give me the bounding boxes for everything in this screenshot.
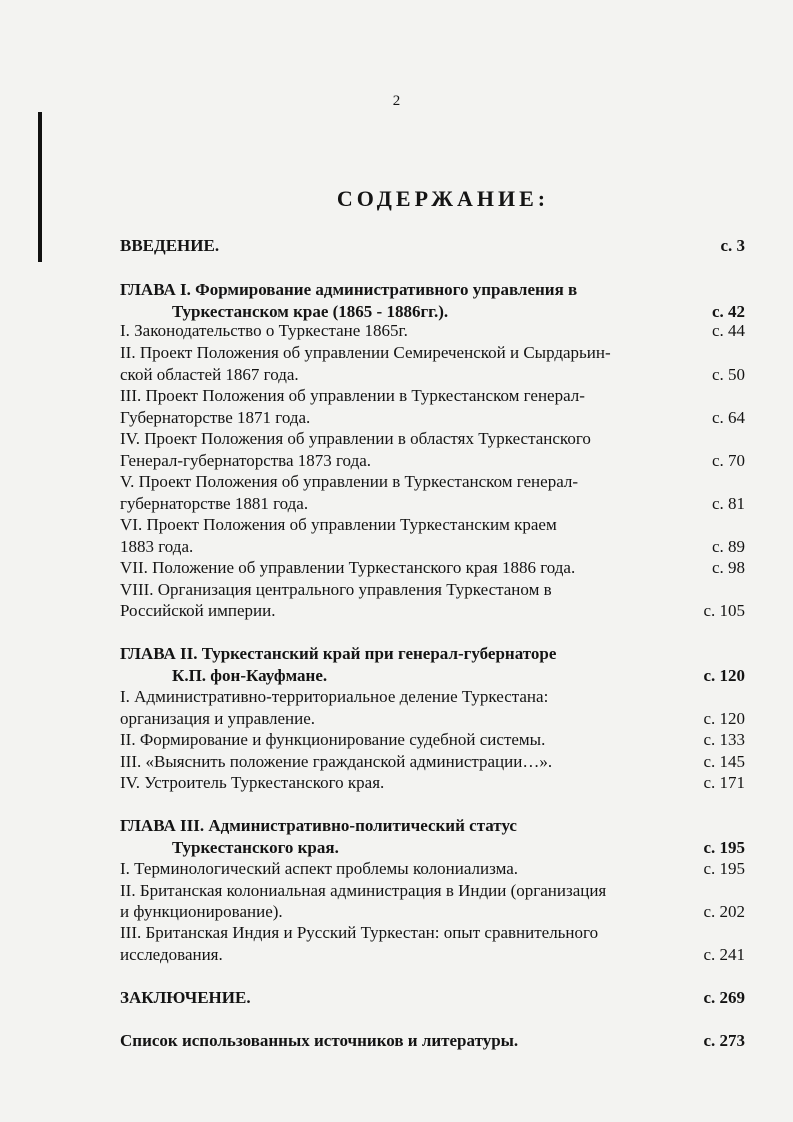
toc-entry-page: с. 145: [703, 752, 745, 771]
toc-entry-page: с. 273: [703, 1031, 745, 1050]
toc-entry-label: III. Проект Положения об управлении в Туркестанском генерал-: [120, 386, 585, 405]
chapter-heading-text: К.П. фон-Кауфмане.: [172, 666, 328, 685]
toc-entry-page: с. 98: [711, 558, 745, 577]
chapter-2-heading[interactable]: [120, 643, 745, 665]
toc-entry-page: с. 3: [720, 236, 745, 255]
toc-entry-page: с. 50: [711, 365, 745, 384]
toc-entry-page: с. 105: [703, 601, 745, 620]
toc-entry-label: IV. Проект Положения об управлении в областях Туркестанского: [120, 429, 591, 448]
toc-entry-page: с. 42: [711, 302, 745, 321]
toc-entry-page: с. 64: [711, 408, 745, 427]
toc-entry-1-4[interactable]: [120, 428, 745, 450]
toc-entry-page: с. 171: [703, 773, 745, 792]
toc-entry-conclusion[interactable]: [120, 987, 745, 1009]
toc-entry-1-8-cont[interactable]: [120, 600, 745, 622]
toc-entry-page: с. 269: [703, 988, 745, 1007]
toc-entry-page: с. 241: [703, 945, 745, 964]
toc-entry-3-3[interactable]: [120, 922, 745, 944]
toc-entry-label: IV. Устроитель Туркестанского края.: [120, 773, 385, 792]
toc-entry-1-7[interactable]: [120, 557, 745, 579]
toc-entry-2-1[interactable]: [120, 686, 745, 708]
toc-entry-page: с. 202: [703, 902, 745, 921]
toc-entry-label: V. Проект Положения об управлении в Туркестанском генерал-: [120, 472, 579, 491]
toc-entry-3-3-cont[interactable]: [120, 944, 745, 966]
toc-entry-page: с. 81: [711, 494, 745, 513]
toc-entry-1-6-cont[interactable]: [120, 536, 745, 558]
chapter-heading-text: ГЛАВА II. Туркестанский край при генерал-губернаторе: [120, 644, 557, 663]
toc-entry-label: и функционирование).: [120, 902, 283, 921]
toc-entry-label: VI. Проект Положения об управлении Туркестанским краем: [120, 515, 557, 534]
toc-entry-3-1[interactable]: [120, 858, 745, 880]
toc-entry-label: VII. Положение об управлении Туркестанского края 1886 года.: [120, 558, 576, 577]
toc-entry-label: II. Проект Положения об управлении Семиреченской и Сырдарьин-: [120, 343, 611, 362]
chapter-heading-text: ГЛАВА III. Административно-политический статус: [120, 816, 517, 835]
toc-entry-label: Губернаторстве 1871 года.: [120, 408, 311, 427]
toc-entry-1-3[interactable]: [120, 385, 745, 407]
chapter-1-heading[interactable]: [120, 279, 745, 301]
toc-entry-page: с. 195: [703, 859, 745, 878]
toc-entry-label: губернаторстве 1881 года.: [120, 494, 309, 513]
toc-entry-label: Российской империи.: [120, 601, 276, 620]
toc-entry-label: ВВЕДЕНИЕ.: [120, 236, 220, 255]
toc-entry-1-2[interactable]: [120, 342, 745, 364]
toc-entry-page: с. 195: [703, 838, 745, 857]
toc-entry-label: II. Формирование и функционирование судебной системы.: [120, 730, 546, 749]
toc-entry-sources[interactable]: [120, 1030, 745, 1052]
toc-entry-label: ЗАКЛЮЧЕНИЕ.: [120, 988, 251, 1007]
chapter-3-heading-cont[interactable]: [120, 837, 745, 859]
chapter-2-heading-cont[interactable]: [120, 665, 745, 687]
toc-entry-1-8[interactable]: [120, 579, 745, 601]
chapter-heading-text: ГЛАВА I. Формирование административного управления в: [120, 280, 578, 299]
toc-entry-page: с. 70: [711, 451, 745, 470]
toc-entry-label: организация и управление.: [120, 709, 316, 728]
chapter-heading-text: Туркестанском крае (1865 - 1886гг.).: [172, 302, 449, 321]
toc-entry-1-1[interactable]: [120, 320, 745, 342]
page-title: СОДЕРЖАНИЕ:: [336, 186, 550, 211]
toc-entry-label: ской областей 1867 года.: [120, 365, 299, 384]
toc-entry-label: Список использованных источников и литературы.: [120, 1031, 519, 1050]
toc-entry-page: с. 133: [703, 730, 745, 749]
toc-entry-label: I. Законодательство о Туркестане 1865г.: [120, 321, 408, 340]
toc-entry-2-2[interactable]: [120, 729, 745, 751]
toc-entry-label: III. «Выяснить положение гражданской администрации…».: [120, 752, 553, 771]
toc-entry-page: с. 89: [711, 537, 745, 556]
toc-entry-page: с. 120: [703, 709, 745, 728]
toc-entry-introduction[interactable]: [120, 235, 745, 257]
toc-entry-1-3-cont[interactable]: [120, 407, 745, 429]
toc-entry-label: III. Британская Индия и Русский Туркестан: опыт сравнительного: [120, 923, 599, 942]
toc-entry-3-2[interactable]: [120, 880, 745, 902]
toc-entry-1-2-cont[interactable]: [120, 364, 745, 386]
toc-entry-label: 1883 года.: [120, 537, 194, 556]
toc-entry-label: I. Терминологический аспект проблемы колониализма.: [120, 859, 519, 878]
toc-entry-2-4[interactable]: [120, 772, 745, 794]
toc-entry-label: I. Административно-территориальное деление Туркестана:: [120, 687, 549, 706]
toc-entry-label: VIII. Организация центрального управления Туркестаном в: [120, 580, 552, 599]
chapter-heading-text: Туркестанского края.: [172, 838, 339, 857]
toc-entry-1-6[interactable]: [120, 514, 745, 536]
toc-entry-label: Генерал-губернаторства 1873 года.: [120, 451, 372, 470]
toc-entry-1-5[interactable]: [120, 471, 745, 493]
toc-entry-1-5-cont[interactable]: [120, 493, 745, 515]
toc-entry-label: исследования.: [120, 945, 223, 964]
page-number: 2: [392, 93, 401, 109]
toc-entry-label: II. Британская колониальная администрация в Индии (организация: [120, 881, 607, 900]
toc-entry-2-1-cont[interactable]: [120, 708, 745, 730]
toc-entry-3-2-cont[interactable]: [120, 901, 745, 923]
toc-entry-page: с. 44: [711, 321, 745, 340]
toc-entry-1-4-cont[interactable]: [120, 450, 745, 472]
toc-entry-2-3[interactable]: [120, 751, 745, 773]
chapter-3-heading[interactable]: [120, 815, 745, 837]
toc-entry-page: с. 120: [703, 666, 745, 685]
